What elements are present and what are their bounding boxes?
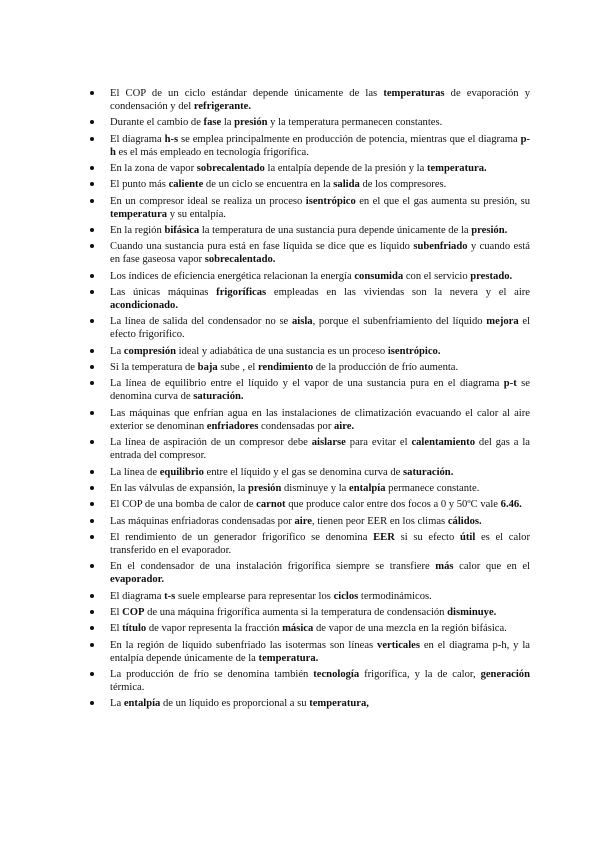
text-run: El: [110, 623, 123, 635]
bold-term: isentrópico: [305, 195, 356, 207]
bold-term: presión.: [471, 225, 508, 237]
list-item: [90, 195, 530, 221]
text-run: y cuando está en fase gaseosa vapor: [110, 241, 530, 266]
list-item: [90, 361, 530, 374]
text-run: Las únicas máquinas: [110, 287, 217, 299]
bold-term: fase: [203, 117, 222, 129]
list-item: [90, 668, 530, 694]
list-item: [90, 697, 530, 710]
bold-term: frigoríficas: [216, 287, 267, 299]
text-run: y la temperatura permanecen constantes.: [267, 117, 443, 129]
text-run: En la región de líquido subenfriado las isotermas son líneas: [110, 639, 378, 651]
text-run: Cuando una sustancia pura está en fase líquida se dice que es líquido: [110, 241, 414, 253]
text-run: de los compresores.: [359, 179, 447, 191]
list-item: [90, 133, 530, 159]
bold-term: salida: [333, 179, 360, 191]
bold-term: aisla: [291, 316, 313, 328]
text-run: , tienen peor EER en los climas: [311, 515, 448, 527]
list-item: [90, 270, 530, 283]
text-run: la temperatura de una sustancia pura depende únicamente de la: [199, 225, 472, 237]
text-run: del gas a la entrada del compresor.: [110, 437, 530, 462]
list-item: [90, 436, 530, 462]
bold-term: equilibrio: [159, 466, 204, 478]
text-run: , porque el subenfriamiento del líquido: [312, 316, 487, 328]
bold-term: mejora: [486, 316, 519, 328]
text-run: El rendimiento de un generador frigorífico se denomina: [110, 531, 374, 543]
bold-term: calentamiento: [411, 437, 475, 449]
text-run: En el condensador de una instalación frigorífica siempre se transfiere: [110, 561, 436, 573]
text-run: La: [110, 345, 124, 357]
list-item: [90, 178, 530, 191]
bold-term: prestado.: [470, 270, 513, 282]
text-run: En las válvulas de expansión, la: [110, 482, 248, 494]
text-run: En la región: [110, 225, 165, 237]
text-run: El diagrama: [110, 133, 165, 145]
text-run: es el más empleado en tecnología frigorífica.: [115, 146, 309, 158]
bold-term: COP: [122, 606, 145, 618]
bold-term: aislarse: [311, 437, 346, 449]
list-item: [90, 498, 530, 511]
list-item: [90, 286, 530, 312]
bold-term: temperatura,: [309, 698, 369, 710]
list-item: [90, 224, 530, 237]
text-run: y su entalpía.: [167, 208, 226, 220]
text-run: de una máquina frigorífica aumenta si la temperatura de condensación: [144, 606, 448, 618]
text-run: si su efecto: [394, 531, 460, 543]
text-run: que produce calor entre dos focos a 0 y 50ºC vale: [285, 499, 501, 511]
bold-term: más: [435, 561, 454, 573]
bold-term: entalpía: [123, 698, 161, 710]
text-run: la: [221, 117, 235, 129]
bold-term: 6.46.: [500, 499, 522, 511]
bold-term: temperaturas: [383, 88, 445, 99]
bullet-list: [90, 87, 530, 714]
bold-term: temperatura.: [258, 652, 319, 664]
text-run: calor que en el: [453, 561, 530, 573]
bold-term: generación: [480, 668, 530, 680]
text-run: de un ciclo se encuentra en la: [203, 179, 334, 191]
list-item: [90, 240, 530, 266]
bold-term: rendimiento: [258, 362, 314, 374]
bold-term: saturación.: [193, 391, 244, 403]
text-run: Durante el cambio de: [110, 117, 204, 129]
list-item: [90, 315, 530, 341]
bold-term: p-t: [503, 378, 517, 390]
list-item: [90, 590, 530, 603]
bold-term: t-s: [164, 590, 176, 602]
text-run: es el calor transferido en el evaporador.: [110, 531, 530, 556]
text-run: condensadas por: [258, 420, 334, 432]
text-run: frigorífica, y la de calor,: [359, 668, 481, 680]
bold-term: presión: [234, 117, 268, 129]
text-run: La línea de salida del condensador no se: [110, 316, 292, 328]
list-item: [90, 515, 530, 528]
text-run: El punto más: [110, 179, 169, 191]
bold-term: disminuye.: [447, 606, 497, 618]
list-item: [90, 482, 530, 495]
text-run: La línea de aspiración de un compresor debe: [110, 437, 312, 449]
text-run: El: [110, 606, 123, 618]
bold-term: aire: [294, 515, 312, 527]
list-item: [90, 162, 530, 175]
text-run: en el que el gas aumenta su presión, su: [355, 195, 531, 207]
bold-term: acondicionado.: [110, 300, 178, 312]
text-run: El COP de un ciclo estándar depende únicamente de las: [110, 88, 384, 99]
list-item: [90, 560, 530, 586]
bold-term: enfriadores: [206, 420, 259, 432]
bold-term: bifásica: [164, 225, 200, 237]
bold-term: subenfriado: [413, 241, 468, 253]
list-item: [90, 639, 530, 665]
text-run: de vapor de una mezcla en la región bifásica.: [313, 623, 507, 635]
text-run: La línea de: [110, 466, 160, 478]
text-run: El diagrama: [110, 590, 165, 602]
bold-term: caliente: [168, 179, 204, 191]
text-run: termodinámicos.: [358, 590, 432, 602]
text-run: de vapor representa la fracción: [146, 623, 283, 635]
bold-term: baja: [197, 362, 218, 374]
text-run: empleadas en las viviendas son la nevera y el aire: [266, 287, 531, 299]
text-run: Si la temperatura de: [110, 362, 198, 374]
text-run: térmica.: [110, 681, 145, 693]
text-run: Las máquinas que enfrían agua en las instalaciones de climatización evacuando el calor al aire exterior se denominan: [110, 407, 530, 432]
text-run: la entalpía depende de la presión y la: [264, 163, 427, 175]
bold-term: entalpía: [349, 482, 386, 494]
bold-term: ciclos: [333, 590, 359, 602]
list-item: [90, 606, 530, 619]
bold-term: EER: [373, 531, 395, 543]
bold-term: h-s: [164, 133, 179, 145]
text-run: El COP de una bomba de calor de: [110, 499, 257, 511]
bold-term: sobrecalentado: [196, 163, 265, 175]
bold-term: másica: [282, 623, 314, 635]
text-run: para evitar el: [345, 437, 412, 449]
bold-term: isentrópico.: [387, 345, 441, 357]
bold-term: útil: [459, 531, 476, 543]
bold-term: saturación.: [403, 466, 454, 478]
text-run: La: [110, 698, 124, 710]
text-run: en el diagrama p-h, y la entalpía depende únicamente de la: [110, 639, 530, 664]
text-run: entre el líquido y el gas se denomina curva de: [203, 466, 404, 478]
bold-term: sobrecalentado.: [204, 254, 276, 266]
list-item: [90, 345, 530, 358]
text-run: suele emplearse para representar los: [175, 590, 334, 602]
list-item: [90, 377, 530, 403]
text-run: Las máquinas enfriadoras condensadas por: [110, 515, 295, 527]
list-item: [90, 466, 530, 479]
text-run: se denomina curva de: [110, 378, 530, 403]
list-item: [90, 531, 530, 557]
text-run: de un líquido es proporcional a su: [160, 698, 310, 710]
text-run: ideal y adiabática de una sustancia es un proceso: [176, 345, 388, 357]
bold-term: cálidos.: [447, 515, 482, 527]
bold-term: compresión: [123, 345, 177, 357]
text-run: disminuye y la: [281, 482, 350, 494]
text-run: el efecto frigorífico.: [110, 316, 531, 341]
text-run: de la producción de frío aumenta.: [313, 362, 459, 374]
list-item: [90, 87, 530, 113]
text-run: La línea de equilibrio entre el líquido y el vapor de una sustancia pura en el diagrama: [110, 378, 504, 390]
bold-term: tecnología: [313, 668, 360, 680]
text-run: con el servicio: [403, 270, 471, 282]
bold-term: temperatura.: [426, 163, 487, 175]
bold-term: evaporador.: [110, 574, 165, 586]
bold-term: título: [122, 623, 147, 635]
bold-term: temperatura: [110, 208, 168, 220]
list-item: [90, 622, 530, 635]
list-item: [90, 407, 530, 433]
text-run: de evaporación y condensación y del: [110, 88, 530, 112]
text-run: Los índices de eficiencia energética relacionan la energía: [110, 270, 355, 282]
text-run: permanece constante.: [385, 482, 480, 494]
bold-term: carnot: [256, 499, 286, 511]
text-run: En la zona de vapor: [110, 163, 197, 175]
bold-term: verticales: [377, 639, 420, 651]
bold-term: p-h: [110, 133, 530, 158]
bold-term: aire.: [334, 420, 355, 432]
text-run: La producción de frío se denomina también: [110, 668, 314, 680]
bold-term: presión: [247, 482, 282, 494]
bold-term: refrigerante.: [193, 101, 251, 112]
list-item: [90, 116, 530, 129]
bold-term: consumida: [354, 270, 404, 282]
text-run: sube , el: [217, 362, 258, 374]
text-run: se emplea principalmente en producción de potencia, mientras que el diagrama: [178, 133, 521, 145]
text-run: En un compresor ideal se realiza un proceso: [110, 195, 306, 207]
